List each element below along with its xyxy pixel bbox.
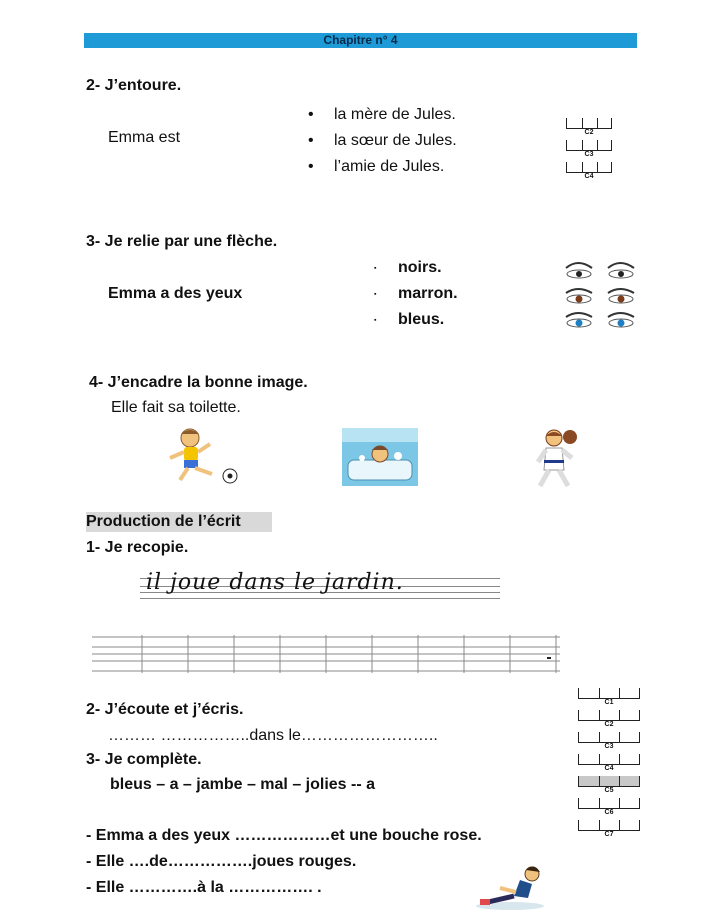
bath-time-image[interactable] <box>342 428 418 486</box>
chapter-title: Chapitre n° 4 <box>323 33 398 47</box>
q2-subject: Emma est <box>108 129 181 146</box>
handwriting-lines[interactable] <box>92 635 560 673</box>
score-box <box>578 820 640 831</box>
score-code: C3 <box>584 151 594 158</box>
q3-title: 3- Je relie par une flèche. <box>86 233 278 250</box>
karate-girl-image[interactable] <box>532 428 592 490</box>
q2-option-2[interactable]: • la sœur de Jules. <box>334 132 457 150</box>
score-box <box>578 754 640 765</box>
q4-title: 4- J’encadre la bonne image. <box>89 374 308 391</box>
production-q3-title: 3- Je complète. <box>86 751 202 768</box>
score-box <box>566 118 612 129</box>
blue-eyes-icon[interactable] <box>566 313 634 327</box>
q2-option-3[interactable]: • l’amie de Jules. <box>334 158 444 176</box>
score-code: C6 <box>604 809 614 816</box>
production-q1-title: 1- Je recopie. <box>86 539 189 556</box>
word-bank: bleus – a – jambe – mal – jolies -- a <box>110 776 376 793</box>
brown-eyes-icon[interactable] <box>566 289 634 303</box>
fill-sentence-2[interactable]: - Elle ….de…………….joues rouges. <box>86 853 357 870</box>
q2-title: 2- J’entoure. <box>86 77 182 94</box>
q2-score-grid <box>566 118 612 180</box>
score-code: C4 <box>604 765 614 772</box>
fill-sentence-1[interactable]: - Emma a des yeux ………………et une bouche rose. <box>86 827 482 844</box>
q3-option-3[interactable]: ▪ bleus. <box>398 311 444 329</box>
score-code: C2 <box>584 129 594 136</box>
score-box <box>578 798 640 809</box>
dictation-line[interactable]: ……… ……………..dans le…………………….. <box>108 727 438 744</box>
score-code: C7 <box>604 831 614 838</box>
cursive-model <box>140 568 500 602</box>
score-code: C3 <box>604 743 614 750</box>
q3-subject: Emma a des yeux <box>108 285 243 302</box>
fill-sentence-3[interactable]: - Elle ………….à la ……………. . <box>86 879 322 896</box>
production-score-grid <box>578 688 640 838</box>
q3-option-1[interactable]: ▪ noirs. <box>398 259 442 277</box>
score-box <box>578 710 640 721</box>
score-code: C1 <box>604 699 614 706</box>
production-title: Production de l’écrit <box>86 512 272 532</box>
score-code: C2 <box>604 721 614 728</box>
score-code: C4 <box>584 173 594 180</box>
score-box <box>566 162 612 173</box>
score-code: C5 <box>604 787 614 794</box>
q3-option-2[interactable]: ▪ marron. <box>398 285 458 303</box>
cursive-model-text: il joue dans le jardin. <box>146 570 404 595</box>
football-player-image[interactable] <box>160 428 242 486</box>
eyes-illustration <box>562 260 638 332</box>
black-eyes-icon[interactable] <box>566 263 634 278</box>
q2-option-1[interactable]: • la mère de Jules. <box>334 106 456 124</box>
score-box <box>566 140 612 151</box>
score-box <box>578 776 640 787</box>
score-box <box>578 732 640 743</box>
hurt-leg-girl-image <box>470 862 554 914</box>
score-box <box>578 688 640 699</box>
q4-sentence: Elle fait sa toilette. <box>111 399 241 416</box>
production-q2-title: 2- J’écoute et j’écris. <box>86 701 244 718</box>
chapter-banner <box>84 33 637 48</box>
